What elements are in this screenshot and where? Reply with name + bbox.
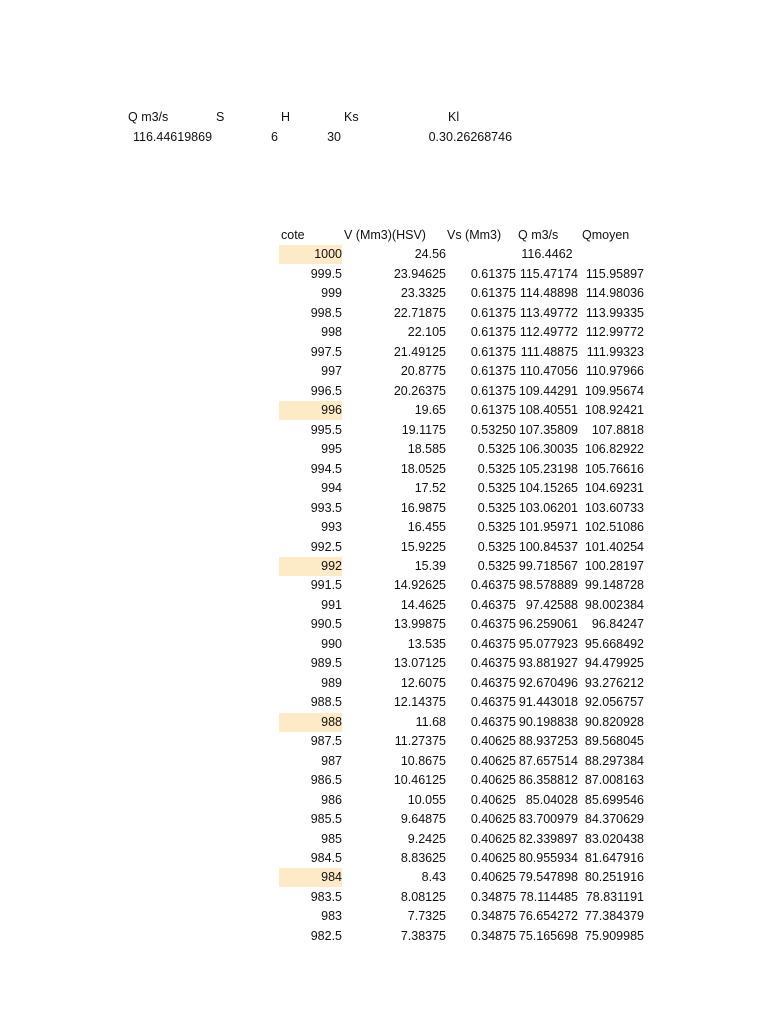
cell-vs: 0.46375 xyxy=(470,617,516,632)
table-row xyxy=(0,440,768,459)
cell-q: 98.578889 xyxy=(518,578,578,593)
table-row xyxy=(0,479,768,498)
cell-vs: 0.5325 xyxy=(477,558,516,573)
cell-vs: 0.40625 xyxy=(470,870,516,885)
cell-qmoyen: 85.699546 xyxy=(584,792,644,807)
table-row xyxy=(0,304,768,323)
cell-vs: 0.40625 xyxy=(470,734,516,749)
cell-q: 76.654272 xyxy=(518,909,578,924)
summary-header-row xyxy=(0,108,768,127)
cell-volume: 17.52 xyxy=(414,481,446,496)
cell-q: 105.23198 xyxy=(518,461,578,476)
cell-vs: 0.5325 xyxy=(477,481,516,496)
cell-volume: 7.7325 xyxy=(407,909,446,924)
cell-volume: 23.3325 xyxy=(400,286,446,301)
summary-header-h: H xyxy=(281,110,291,124)
table-row xyxy=(0,323,768,342)
cell-qmoyen: 88.297384 xyxy=(584,753,644,768)
cell-q: 106.30035 xyxy=(518,442,578,457)
cell-volume: 14.92625 xyxy=(393,578,446,593)
cell-vs: 0.5325 xyxy=(477,442,516,457)
summary-value-h: 30 xyxy=(327,130,341,144)
table-row xyxy=(0,713,768,732)
cell-qmoyen: 98.002384 xyxy=(584,597,644,612)
cell-cote: 998 xyxy=(321,325,342,340)
cell-qmoyen: 104.69231 xyxy=(584,481,644,496)
table-row xyxy=(0,752,768,771)
cell-cote: 983 xyxy=(321,909,342,924)
cell-volume: 20.26375 xyxy=(393,383,446,398)
cell-qmoyen: 105.76616 xyxy=(584,461,644,476)
cell-cote: 992 xyxy=(279,557,342,576)
cell-cote: 994.5 xyxy=(310,461,342,476)
cell-cote: 986 xyxy=(321,792,342,807)
cell-volume: 15.9225 xyxy=(400,539,446,554)
cell-qmoyen: 81.647916 xyxy=(584,851,644,865)
summary-value-ks: 0.3 xyxy=(428,130,446,144)
cell-q: 104.15265 xyxy=(518,481,578,496)
cell-vs: 0.40625 xyxy=(470,812,516,827)
table-row xyxy=(0,557,768,576)
cell-cote: 984 xyxy=(279,868,342,887)
table-row xyxy=(0,868,768,887)
cell-q: 91.443018 xyxy=(518,695,578,710)
cell-volume: 22.105 xyxy=(407,325,446,340)
cell-qmoyen: 112.99772 xyxy=(585,325,644,340)
table-row xyxy=(0,771,768,790)
cell-vs: 0.5325 xyxy=(477,500,516,515)
cell-volume: 14.4625 xyxy=(400,597,446,612)
cell-q: 109.44291 xyxy=(518,383,578,398)
cell-q: 82.339897 xyxy=(518,831,578,846)
cell-volume: 13.07125 xyxy=(393,656,446,671)
cell-cote: 999 xyxy=(321,286,342,301)
cell-qmoyen: 77.384379 xyxy=(584,909,644,924)
cell-volume: 10.46125 xyxy=(393,773,446,788)
table-row xyxy=(0,830,768,849)
table-row xyxy=(0,265,768,284)
cell-volume: 10.8675 xyxy=(400,753,446,768)
cell-volume: 8.08125 xyxy=(400,889,446,904)
cell-qmoyen: 99.148728 xyxy=(584,578,644,593)
cell-cote: 997.5 xyxy=(310,344,342,359)
table-row xyxy=(0,538,768,557)
table-row xyxy=(0,245,768,264)
cell-qmoyen: 102.51086 xyxy=(584,520,644,535)
cell-cote: 991.5 xyxy=(310,578,342,593)
cell-q: 99.718567 xyxy=(518,558,578,573)
cell-vs: 0.5325 xyxy=(477,461,516,476)
cell-q: 113.49772 xyxy=(519,305,578,320)
summary-values-row xyxy=(0,128,768,147)
cell-qmoyen: 94.479925 xyxy=(584,656,644,671)
cell-volume: 24.56 xyxy=(414,247,446,262)
cell-qmoyen: 106.82922 xyxy=(584,442,644,457)
cell-qmoyen: 90.820928 xyxy=(584,714,644,729)
cell-qmoyen: 110.97966 xyxy=(585,364,644,379)
cell-cote: 995.5 xyxy=(310,422,342,437)
table-row xyxy=(0,460,768,479)
cell-cote: 985.5 xyxy=(310,812,342,827)
cell-vs: 0.46375 xyxy=(470,714,516,729)
cell-qmoyen: 109.95674 xyxy=(584,383,644,398)
cell-q: 97.42588 xyxy=(525,597,578,612)
cell-q: 95.077923 xyxy=(518,636,578,651)
cell-qmoyen: 75.909985 xyxy=(584,928,644,943)
cell-volume: 9.64875 xyxy=(400,812,446,827)
cell-volume: 16.455 xyxy=(407,520,446,535)
cell-q: 111.48875 xyxy=(520,344,578,359)
cell-qmoyen: 101.40254 xyxy=(584,539,644,554)
cell-q: 88.937253 xyxy=(518,734,578,749)
cell-vs: 0.46375 xyxy=(470,675,516,690)
cell-vs: 0.34875 xyxy=(470,909,516,924)
cell-volume: 12.6075 xyxy=(400,675,446,690)
cell-vs: 0.46375 xyxy=(470,656,516,671)
cell-qmoyen: 87.008163 xyxy=(584,773,644,788)
cell-vs: 0.61375 xyxy=(470,364,516,379)
cell-q: 79.547898 xyxy=(518,870,578,885)
cell-qmoyen: 103.60733 xyxy=(584,500,644,515)
table-row xyxy=(0,791,768,810)
cell-q: 108.40551 xyxy=(518,403,578,418)
cell-vs: 0.46375 xyxy=(470,578,516,593)
cell-vs: 0.61375 xyxy=(470,305,516,320)
cell-q: 96.259061 xyxy=(518,617,578,632)
cell-vs: 0.40625 xyxy=(470,792,516,807)
cell-qmoyen xyxy=(578,245,644,264)
cell-cote: 987 xyxy=(321,753,342,768)
table-row xyxy=(0,421,768,440)
cell-qmoyen: 84.370629 xyxy=(584,812,644,827)
table-header-row xyxy=(0,226,768,245)
cell-vs: 0.46375 xyxy=(470,636,516,651)
cell-vs: 0.40625 xyxy=(470,831,516,846)
table-row xyxy=(0,927,768,946)
cell-cote: 1000 xyxy=(279,245,342,264)
cell-cote: 988.5 xyxy=(310,695,342,710)
cell-qmoyen: 93.276212 xyxy=(584,675,644,690)
cell-cote: 989 xyxy=(321,675,342,690)
cell-volume: 13.99875 xyxy=(393,617,446,632)
cell-volume: 21.49125 xyxy=(393,344,446,359)
cell-qmoyen: 115.95897 xyxy=(585,266,644,281)
cell-volume: 12.14375 xyxy=(393,695,446,710)
table-row xyxy=(0,907,768,926)
cell-q: 93.881927 xyxy=(518,656,578,671)
cell-cote: 983.5 xyxy=(310,889,342,904)
header-volume: V (Mm3)(HSV) xyxy=(344,228,426,242)
cell-q: 80.955934 xyxy=(518,851,578,865)
cell-qmoyen: 80.251916 xyxy=(584,870,644,885)
table-row xyxy=(0,284,768,303)
cell-cote: 998.5 xyxy=(310,305,342,320)
cell-vs: 0.61375 xyxy=(470,266,516,281)
cell-volume: 13.535 xyxy=(407,636,446,651)
cell-vs: 0.53250 xyxy=(470,422,516,437)
cell-vs: 0.40625 xyxy=(470,773,516,788)
table-row xyxy=(0,615,768,634)
cell-q: 103.06201 xyxy=(518,500,578,515)
cell-vs xyxy=(446,245,516,264)
cell-cote: 997 xyxy=(321,364,342,379)
cell-cote: 990 xyxy=(321,636,342,651)
header-vs: Vs (Mm3) xyxy=(447,228,502,242)
table-row xyxy=(0,732,768,751)
summary-header-q: Q m3/s xyxy=(128,110,169,124)
cell-vs: 0.46375 xyxy=(470,695,516,710)
cell-vs: 0.40625 xyxy=(470,851,516,865)
cell-qmoyen: 111.99323 xyxy=(586,344,644,359)
cell-volume: 22.71875 xyxy=(393,305,446,320)
cell-qmoyen: 113.99335 xyxy=(585,305,644,320)
cell-q: 100.84537 xyxy=(518,539,578,554)
cell-qmoyen: 92.056757 xyxy=(584,695,644,710)
cell-q: 90.198838 xyxy=(518,714,578,729)
cell-volume: 9.2425 xyxy=(407,831,446,846)
cell-cote: 993 xyxy=(321,520,342,535)
cell-vs: 0.34875 xyxy=(470,889,516,904)
table-row xyxy=(0,518,768,537)
cell-volume: 10.055 xyxy=(407,792,446,807)
cell-q: 110.47056 xyxy=(519,364,578,379)
cell-cote: 999.5 xyxy=(310,266,342,281)
cell-vs: 0.40625 xyxy=(470,753,516,768)
cell-qmoyen: 114.98036 xyxy=(585,286,644,301)
cell-vs: 0.61375 xyxy=(470,344,516,359)
cell-q: 116.4462 xyxy=(521,247,573,262)
cell-vs: 0.5325 xyxy=(477,539,516,554)
cell-q: 115.47174 xyxy=(519,266,578,281)
summary-header-ks: Ks xyxy=(344,110,359,124)
cell-qmoyen: 108.92421 xyxy=(584,403,644,418)
cell-q: 78.114485 xyxy=(519,889,578,904)
table-row xyxy=(0,693,768,712)
cell-vs: 0.34875 xyxy=(470,928,516,943)
cell-q: 101.95971 xyxy=(518,520,578,535)
cell-qmoyen: 100.28197 xyxy=(584,558,644,573)
cell-volume: 16.9875 xyxy=(400,500,446,515)
cell-volume: 11.68 xyxy=(415,714,446,729)
cell-volume: 23.94625 xyxy=(393,266,446,281)
table-row xyxy=(0,343,768,362)
header-cote: cote xyxy=(281,228,305,242)
cell-cote: 985 xyxy=(321,831,342,846)
summary-header-kl: Kl xyxy=(448,110,460,124)
cell-cote: 995 xyxy=(321,442,342,457)
cell-cote: 987.5 xyxy=(310,734,342,749)
cell-volume: 18.585 xyxy=(407,442,446,457)
table-row xyxy=(0,654,768,673)
summary-value-s: 6 xyxy=(271,130,278,144)
cell-vs: 0.5325 xyxy=(477,520,516,535)
cell-q: 107.35809 xyxy=(518,422,578,437)
cell-cote: 988 xyxy=(279,713,342,732)
cell-q: 75.165698 xyxy=(518,928,578,943)
cell-cote: 982.5 xyxy=(310,928,342,943)
summary-value-kl: 0.26268746 xyxy=(446,130,513,144)
table-row xyxy=(0,674,768,693)
cell-q: 86.358812 xyxy=(518,773,578,788)
table-row xyxy=(0,810,768,829)
table-body xyxy=(0,245,768,946)
cell-cote: 984.5 xyxy=(310,851,342,865)
table-row xyxy=(0,635,768,654)
cell-vs: 0.61375 xyxy=(470,383,516,398)
cell-qmoyen: 95.668492 xyxy=(584,636,644,651)
header-q: Q m3/s xyxy=(518,228,559,242)
cell-volume: 19.1175 xyxy=(401,422,446,437)
cell-volume: 18.0525 xyxy=(400,461,446,476)
cell-volume: 8.83625 xyxy=(400,851,446,865)
cell-q: 114.48898 xyxy=(519,286,578,301)
cell-q: 112.49772 xyxy=(519,325,578,340)
table-row xyxy=(0,888,768,907)
data-table xyxy=(0,226,768,946)
table-row xyxy=(0,362,768,381)
cell-qmoyen: 107.8818 xyxy=(591,422,644,437)
cell-volume: 19.65 xyxy=(414,403,446,418)
cell-volume: 8.43 xyxy=(421,870,446,885)
cell-cote: 986.5 xyxy=(310,773,342,788)
cell-cote: 996 xyxy=(279,401,342,420)
cell-q: 92.670496 xyxy=(518,675,578,690)
cell-cote: 990.5 xyxy=(310,617,342,632)
cell-cote: 989.5 xyxy=(310,656,342,671)
summary-header-s: S xyxy=(216,110,225,124)
cell-cote: 993.5 xyxy=(310,500,342,515)
cell-volume: 7.38375 xyxy=(400,928,446,943)
cell-cote: 992.5 xyxy=(310,539,342,554)
cell-volume: 15.39 xyxy=(414,558,446,573)
table-row xyxy=(0,499,768,518)
table-row xyxy=(0,576,768,595)
cell-cote: 994 xyxy=(321,481,342,496)
cell-volume: 11.27375 xyxy=(394,734,446,749)
cell-q: 83.700979 xyxy=(518,812,578,827)
cell-vs: 0.61375 xyxy=(470,403,516,418)
cell-qmoyen: 83.020438 xyxy=(584,831,644,846)
cell-q: 87.657514 xyxy=(518,753,578,768)
table-row xyxy=(0,401,768,420)
cell-vs: 0.61375 xyxy=(470,325,516,340)
cell-q: 85.04028 xyxy=(525,792,578,807)
cell-vs: 0.46375 xyxy=(470,597,516,612)
cell-cote: 991 xyxy=(321,597,342,612)
cell-cote: 996.5 xyxy=(310,383,342,398)
header-qmoyen: Qmoyen xyxy=(582,228,630,242)
cell-vs: 0.61375 xyxy=(470,286,516,301)
cell-qmoyen: 96.84247 xyxy=(591,617,644,632)
summary-value-q: 116.44619869 xyxy=(133,130,213,144)
cell-qmoyen: 78.831191 xyxy=(585,889,644,904)
table-row xyxy=(0,849,768,868)
table-row xyxy=(0,596,768,615)
table-row xyxy=(0,382,768,401)
cell-qmoyen: 89.568045 xyxy=(584,734,644,749)
cell-volume: 20.8775 xyxy=(400,364,446,379)
